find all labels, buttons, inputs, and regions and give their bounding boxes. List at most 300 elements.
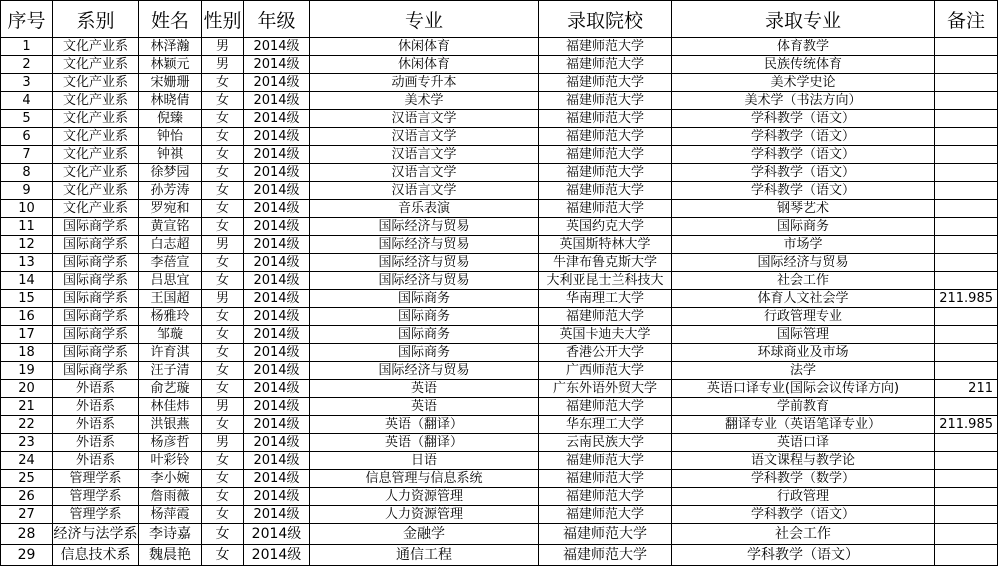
cell-admitted-major: 学科教学（语文） [672, 128, 935, 146]
cell-gender: 女 [202, 326, 244, 344]
cell-admitted-major: 英语口译 [672, 434, 935, 452]
header-remarks: 备注 [935, 1, 998, 38]
cell-index: 25 [1, 470, 53, 488]
cell-department: 文化产业系 [53, 56, 139, 74]
cell-admitted-school: 福建师范大学 [539, 110, 672, 128]
cell-gender: 女 [202, 92, 244, 110]
cell-department: 国际商学系 [53, 218, 139, 236]
cell-major: 美术学 [310, 92, 539, 110]
cell-remarks [935, 452, 998, 470]
cell-grade: 2014级 [244, 488, 310, 506]
cell-department: 管理学系 [53, 488, 139, 506]
cell-remarks [935, 218, 998, 236]
cell-index: 3 [1, 74, 53, 92]
cell-name: 罗宛和 [139, 200, 202, 218]
cell-admitted-major: 学前教育 [672, 398, 935, 416]
cell-admitted-major: 国际商务 [672, 218, 935, 236]
cell-admitted-major: 学科教学（数学） [672, 470, 935, 488]
cell-admitted-major: 翻译专业（英语笔译专业） [672, 416, 935, 434]
table-row [1, 545, 998, 566]
table-row [1, 110, 998, 128]
cell-gender: 女 [202, 452, 244, 470]
cell-major: 国际商务 [310, 326, 539, 344]
cell-remarks [935, 146, 998, 164]
cell-grade: 2014级 [244, 254, 310, 272]
cell-gender: 女 [202, 128, 244, 146]
cell-gender: 男 [202, 290, 244, 308]
cell-admitted-school: 福建师范大学 [539, 506, 672, 524]
cell-name: 洪银燕 [139, 416, 202, 434]
cell-grade: 2014级 [244, 272, 310, 290]
cell-index: 23 [1, 434, 53, 452]
cell-name: 吕思宜 [139, 272, 202, 290]
cell-admitted-major: 学科教学（语文） [672, 110, 935, 128]
cell-major: 国际商务 [310, 308, 539, 326]
cell-name: 林颖元 [139, 56, 202, 74]
cell-department: 文化产业系 [53, 128, 139, 146]
cell-gender: 女 [202, 545, 244, 566]
header-grade: 年级 [244, 1, 310, 38]
cell-remarks [935, 398, 998, 416]
cell-index: 9 [1, 182, 53, 200]
cell-grade: 2014级 [244, 92, 310, 110]
cell-admitted-major: 法学 [672, 362, 935, 380]
cell-admitted-major: 学科教学（语文） [672, 164, 935, 182]
cell-grade: 2014级 [244, 470, 310, 488]
cell-admitted-school: 福建师范大学 [539, 308, 672, 326]
cell-gender: 女 [202, 506, 244, 524]
cell-remarks [935, 488, 998, 506]
cell-department: 国际商学系 [53, 308, 139, 326]
cell-index: 16 [1, 308, 53, 326]
cell-department: 国际商学系 [53, 362, 139, 380]
cell-department: 文化产业系 [53, 200, 139, 218]
table-row [1, 218, 998, 236]
cell-department: 外语系 [53, 452, 139, 470]
cell-admitted-school: 福建师范大学 [539, 164, 672, 182]
cell-remarks [935, 74, 998, 92]
cell-admitted-major: 钢琴艺术 [672, 200, 935, 218]
cell-department: 管理学系 [53, 506, 139, 524]
table-row [1, 470, 998, 488]
cell-admitted-school: 福建师范大学 [539, 56, 672, 74]
cell-admitted-major: 环球商业及市场 [672, 344, 935, 362]
cell-remarks [935, 470, 998, 488]
cell-name: 魏晨艳 [139, 545, 202, 566]
cell-remarks [935, 308, 998, 326]
cell-department: 管理学系 [53, 470, 139, 488]
cell-grade: 2014级 [244, 182, 310, 200]
cell-gender: 男 [202, 236, 244, 254]
cell-index: 27 [1, 506, 53, 524]
cell-admitted-school: 华南理工大学 [539, 290, 672, 308]
cell-grade: 2014级 [244, 218, 310, 236]
cell-grade: 2014级 [244, 200, 310, 218]
cell-name: 徐梦园 [139, 164, 202, 182]
cell-department: 文化产业系 [53, 92, 139, 110]
cell-gender: 女 [202, 164, 244, 182]
cell-admitted-school: 英国约克大学 [539, 218, 672, 236]
cell-name: 许育淇 [139, 344, 202, 362]
table-row [1, 434, 998, 452]
cell-admitted-school: 云南民族大学 [539, 434, 672, 452]
cell-index: 5 [1, 110, 53, 128]
cell-major: 人力资源管理 [310, 506, 539, 524]
cell-major: 英语（翻译） [310, 434, 539, 452]
cell-admitted-school: 福建师范大学 [539, 74, 672, 92]
cell-department: 国际商学系 [53, 236, 139, 254]
cell-department: 国际商学系 [53, 272, 139, 290]
cell-department: 经济与法学系 [53, 524, 139, 545]
cell-gender: 男 [202, 398, 244, 416]
cell-name: 杨萍霞 [139, 506, 202, 524]
cell-major: 人力资源管理 [310, 488, 539, 506]
cell-admitted-major: 学科教学（语文） [672, 182, 935, 200]
cell-index: 13 [1, 254, 53, 272]
table-row [1, 380, 998, 398]
header-name: 姓名 [139, 1, 202, 38]
cell-index: 24 [1, 452, 53, 470]
table-row [1, 326, 998, 344]
table-row [1, 308, 998, 326]
cell-admitted-school: 广东外语外贸大学 [539, 380, 672, 398]
cell-grade: 2014级 [244, 128, 310, 146]
table-row [1, 182, 998, 200]
cell-name: 詹雨薇 [139, 488, 202, 506]
cell-grade: 2014级 [244, 38, 310, 56]
cell-grade: 2014级 [244, 380, 310, 398]
cell-remarks [935, 38, 998, 56]
cell-remarks [935, 92, 998, 110]
cell-department: 外语系 [53, 380, 139, 398]
cell-major: 金融学 [310, 524, 539, 545]
cell-major: 汉语言文学 [310, 164, 539, 182]
header-row [1, 1, 998, 38]
cell-index: 29 [1, 545, 53, 566]
cell-grade: 2014级 [244, 236, 310, 254]
cell-name: 俞艺璇 [139, 380, 202, 398]
cell-admitted-major: 行政管理 [672, 488, 935, 506]
cell-department: 外语系 [53, 398, 139, 416]
header-admitted-school: 录取院校 [539, 1, 672, 38]
cell-remarks [935, 128, 998, 146]
cell-admitted-school: 英国斯特林大学 [539, 236, 672, 254]
cell-admitted-school: 香港公开大学 [539, 344, 672, 362]
cell-admitted-school: 福建师范大学 [539, 146, 672, 164]
table-row [1, 164, 998, 182]
cell-name: 李蓓宣 [139, 254, 202, 272]
table-row [1, 38, 998, 56]
cell-gender: 女 [202, 362, 244, 380]
cell-index: 18 [1, 344, 53, 362]
cell-admitted-major: 学科教学（语文） [672, 545, 935, 566]
cell-gender: 女 [202, 272, 244, 290]
cell-name: 钟祺 [139, 146, 202, 164]
cell-remarks [935, 545, 998, 566]
table-row [1, 416, 998, 434]
cell-admitted-major: 社会工作 [672, 272, 935, 290]
cell-admitted-school: 福建师范大学 [539, 92, 672, 110]
cell-remarks [935, 164, 998, 182]
cell-gender: 男 [202, 56, 244, 74]
cell-grade: 2014级 [244, 434, 310, 452]
cell-major: 汉语言文学 [310, 182, 539, 200]
cell-grade: 2014级 [244, 308, 310, 326]
cell-name: 钟怡 [139, 128, 202, 146]
cell-gender: 女 [202, 254, 244, 272]
cell-index: 6 [1, 128, 53, 146]
header-major: 专业 [310, 1, 539, 38]
cell-admitted-school: 福建师范大学 [539, 452, 672, 470]
cell-index: 10 [1, 200, 53, 218]
cell-gender: 女 [202, 218, 244, 236]
cell-gender: 男 [202, 38, 244, 56]
cell-index: 20 [1, 380, 53, 398]
cell-admitted-major: 行政管理专业 [672, 308, 935, 326]
cell-index: 8 [1, 164, 53, 182]
cell-major: 英语 [310, 398, 539, 416]
cell-remarks [935, 110, 998, 128]
cell-major: 日语 [310, 452, 539, 470]
cell-department: 外语系 [53, 416, 139, 434]
cell-admitted-school: 福建师范大学 [539, 200, 672, 218]
table-row [1, 200, 998, 218]
cell-gender: 女 [202, 182, 244, 200]
cell-admitted-major: 英语口译专业(国际会议传译方向) [672, 380, 935, 398]
cell-grade: 2014级 [244, 545, 310, 566]
cell-department: 国际商学系 [53, 290, 139, 308]
cell-major: 休闲体育 [310, 38, 539, 56]
cell-grade: 2014级 [244, 524, 310, 545]
cell-major: 音乐表演 [310, 200, 539, 218]
table-row [1, 452, 998, 470]
cell-remarks [935, 272, 998, 290]
cell-index: 1 [1, 38, 53, 56]
cell-admitted-school: 福建师范大学 [539, 182, 672, 200]
cell-remarks [935, 434, 998, 452]
cell-index: 19 [1, 362, 53, 380]
cell-grade: 2014级 [244, 362, 310, 380]
cell-grade: 2014级 [244, 56, 310, 74]
cell-admitted-major: 美术学（书法方向） [672, 92, 935, 110]
table-row [1, 74, 998, 92]
cell-remarks: 211.985 [935, 290, 998, 308]
cell-department: 文化产业系 [53, 146, 139, 164]
cell-admitted-major: 语文课程与教学论 [672, 452, 935, 470]
cell-admitted-school: 英国卡迪夫大学 [539, 326, 672, 344]
table-row [1, 236, 998, 254]
cell-name: 汪子清 [139, 362, 202, 380]
cell-grade: 2014级 [244, 74, 310, 92]
cell-name: 白志超 [139, 236, 202, 254]
cell-remarks [935, 326, 998, 344]
cell-remarks [935, 200, 998, 218]
cell-index: 4 [1, 92, 53, 110]
cell-admitted-major: 学科教学（语文） [672, 146, 935, 164]
table-row [1, 362, 998, 380]
cell-department: 文化产业系 [53, 74, 139, 92]
cell-major: 国际经济与贸易 [310, 272, 539, 290]
cell-remarks [935, 506, 998, 524]
table-row [1, 290, 998, 308]
cell-major: 休闲体育 [310, 56, 539, 74]
cell-department: 国际商学系 [53, 326, 139, 344]
cell-admitted-school: 福建师范大学 [539, 545, 672, 566]
header-admitted-major: 录取专业 [672, 1, 935, 38]
cell-name: 林佳炜 [139, 398, 202, 416]
cell-major: 汉语言文学 [310, 128, 539, 146]
cell-remarks: 211 [935, 380, 998, 398]
cell-major: 国际经济与贸易 [310, 254, 539, 272]
cell-index: 28 [1, 524, 53, 545]
cell-gender: 女 [202, 380, 244, 398]
cell-index: 12 [1, 236, 53, 254]
cell-remarks [935, 524, 998, 545]
cell-gender: 男 [202, 434, 244, 452]
table-row [1, 128, 998, 146]
cell-index: 26 [1, 488, 53, 506]
cell-major: 国际商务 [310, 290, 539, 308]
cell-admitted-major: 国际管理 [672, 326, 935, 344]
table-row [1, 272, 998, 290]
cell-gender: 女 [202, 524, 244, 545]
cell-gender: 女 [202, 146, 244, 164]
cell-name: 孙芳涛 [139, 182, 202, 200]
cell-admitted-major: 市场学 [672, 236, 935, 254]
cell-admitted-major: 体育教学 [672, 38, 935, 56]
cell-grade: 2014级 [244, 146, 310, 164]
cell-major: 国际商务 [310, 344, 539, 362]
cell-admitted-school: 大利亚昆士兰科技大 [539, 272, 672, 290]
cell-grade: 2014级 [244, 110, 310, 128]
cell-department: 信息技术系 [53, 545, 139, 566]
cell-name: 叶彩铃 [139, 452, 202, 470]
header-gender: 性别 [202, 1, 244, 38]
cell-grade: 2014级 [244, 416, 310, 434]
cell-name: 林晓倩 [139, 92, 202, 110]
cell-grade: 2014级 [244, 164, 310, 182]
table-row [1, 56, 998, 74]
cell-name: 黄宣铭 [139, 218, 202, 236]
cell-grade: 2014级 [244, 344, 310, 362]
cell-remarks [935, 362, 998, 380]
cell-index: 17 [1, 326, 53, 344]
cell-grade: 2014级 [244, 452, 310, 470]
cell-grade: 2014级 [244, 290, 310, 308]
table-row [1, 524, 998, 545]
cell-admitted-major: 学科教学（语文） [672, 506, 935, 524]
cell-name: 杨雅玲 [139, 308, 202, 326]
cell-admitted-school: 广西师范大学 [539, 362, 672, 380]
cell-index: 15 [1, 290, 53, 308]
cell-admitted-major: 民族传统体育 [672, 56, 935, 74]
cell-name: 王国超 [139, 290, 202, 308]
cell-admitted-school: 福建师范大学 [539, 488, 672, 506]
cell-department: 文化产业系 [53, 38, 139, 56]
cell-department: 文化产业系 [53, 110, 139, 128]
table-row [1, 92, 998, 110]
cell-name: 林泽瀚 [139, 38, 202, 56]
cell-index: 22 [1, 416, 53, 434]
cell-admitted-major: 社会工作 [672, 524, 935, 545]
cell-gender: 女 [202, 416, 244, 434]
cell-remarks [935, 254, 998, 272]
cell-admitted-major: 美术学史论 [672, 74, 935, 92]
cell-admitted-school: 牛津布鲁克斯大学 [539, 254, 672, 272]
table-row [1, 146, 998, 164]
cell-remarks [935, 236, 998, 254]
cell-gender: 女 [202, 200, 244, 218]
cell-remarks [935, 182, 998, 200]
cell-gender: 女 [202, 470, 244, 488]
cell-major: 汉语言文学 [310, 110, 539, 128]
cell-admitted-major: 体育人文社会学 [672, 290, 935, 308]
cell-department: 国际商学系 [53, 254, 139, 272]
cell-gender: 女 [202, 344, 244, 362]
cell-major: 国际经济与贸易 [310, 362, 539, 380]
cell-remarks [935, 344, 998, 362]
cell-name: 宋姗珊 [139, 74, 202, 92]
cell-gender: 女 [202, 110, 244, 128]
cell-admitted-school: 福建师范大学 [539, 38, 672, 56]
cell-major: 动画专升本 [310, 74, 539, 92]
cell-department: 文化产业系 [53, 182, 139, 200]
cell-grade: 2014级 [244, 398, 310, 416]
cell-admitted-school: 福建师范大学 [539, 398, 672, 416]
cell-index: 11 [1, 218, 53, 236]
cell-grade: 2014级 [244, 326, 310, 344]
cell-major: 英语 [310, 380, 539, 398]
cell-gender: 女 [202, 488, 244, 506]
cell-department: 文化产业系 [53, 164, 139, 182]
table-row [1, 398, 998, 416]
table-row [1, 254, 998, 272]
cell-major: 通信工程 [310, 545, 539, 566]
cell-major: 汉语言文学 [310, 146, 539, 164]
cell-department: 国际商学系 [53, 344, 139, 362]
cell-name: 倪臻 [139, 110, 202, 128]
cell-index: 2 [1, 56, 53, 74]
cell-name: 杨彦哲 [139, 434, 202, 452]
cell-admitted-major: 国际经济与贸易 [672, 254, 935, 272]
cell-major: 国际经济与贸易 [310, 236, 539, 254]
cell-index: 7 [1, 146, 53, 164]
cell-major: 信息管理与信息系统 [310, 470, 539, 488]
cell-index: 21 [1, 398, 53, 416]
table-row [1, 488, 998, 506]
cell-admitted-school: 福建师范大学 [539, 470, 672, 488]
cell-grade: 2014级 [244, 506, 310, 524]
header-department: 系别 [53, 1, 139, 38]
cell-major: 国际经济与贸易 [310, 218, 539, 236]
cell-index: 14 [1, 272, 53, 290]
cell-remarks: 211.985 [935, 416, 998, 434]
cell-name: 李诗嘉 [139, 524, 202, 545]
cell-gender: 女 [202, 74, 244, 92]
cell-department: 外语系 [53, 434, 139, 452]
cell-admitted-school: 华东理工大学 [539, 416, 672, 434]
cell-admitted-school: 福建师范大学 [539, 128, 672, 146]
cell-major: 英语（翻译） [310, 416, 539, 434]
cell-name: 李小婉 [139, 470, 202, 488]
cell-admitted-school: 福建师范大学 [539, 524, 672, 545]
table-row [1, 506, 998, 524]
table-row [1, 344, 998, 362]
cell-name: 邹璇 [139, 326, 202, 344]
cell-gender: 女 [202, 308, 244, 326]
cell-remarks [935, 56, 998, 74]
header-index: 序号 [1, 1, 53, 38]
